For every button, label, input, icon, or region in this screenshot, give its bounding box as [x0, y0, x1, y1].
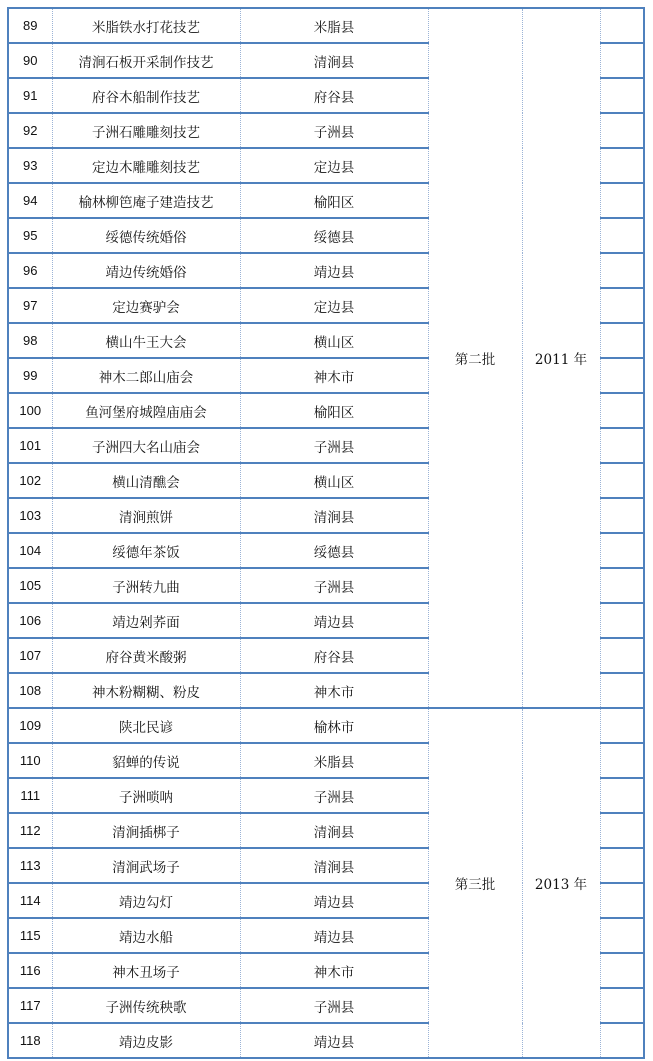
item-name: 靖边剁荞面 [52, 603, 240, 638]
note-cell [600, 673, 644, 708]
item-location: 子洲县 [240, 568, 428, 603]
item-location: 清涧县 [240, 813, 428, 848]
item-location: 子洲县 [240, 428, 428, 463]
note-cell [600, 463, 644, 498]
row-number: 91 [8, 78, 52, 113]
item-name: 府谷黄米酸粥 [52, 638, 240, 673]
item-name: 子洲唢呐 [52, 778, 240, 813]
note-cell [600, 428, 644, 463]
item-name: 米脂铁水打花技艺 [52, 8, 240, 43]
item-location: 米脂县 [240, 743, 428, 778]
item-location: 靖边县 [240, 883, 428, 918]
note-cell [600, 848, 644, 883]
note-cell [600, 323, 644, 358]
note-cell [600, 393, 644, 428]
row-number: 99 [8, 358, 52, 393]
note-cell [600, 218, 644, 253]
item-location: 神木市 [240, 673, 428, 708]
note-cell [600, 183, 644, 218]
item-name: 子洲四大名山庙会 [52, 428, 240, 463]
item-location: 米脂县 [240, 8, 428, 43]
item-name: 靖边传统婚俗 [52, 253, 240, 288]
note-cell [600, 813, 644, 848]
item-name: 清涧插梆子 [52, 813, 240, 848]
note-cell [600, 113, 644, 148]
item-name: 靖边皮影 [52, 1023, 240, 1058]
row-number: 118 [8, 1023, 52, 1058]
item-location: 府谷县 [240, 78, 428, 113]
item-name: 定边赛驴会 [52, 288, 240, 323]
item-location: 靖边县 [240, 603, 428, 638]
item-name: 横山牛王大会 [52, 323, 240, 358]
row-number: 106 [8, 603, 52, 638]
item-location: 定边县 [240, 288, 428, 323]
batch-label: 第三批 [428, 708, 522, 1058]
row-number: 111 [8, 778, 52, 813]
row-number: 109 [8, 708, 52, 743]
item-name: 清涧石板开采制作技艺 [52, 43, 240, 78]
item-location: 定边县 [240, 148, 428, 183]
item-name: 子洲石雕雕刻技艺 [52, 113, 240, 148]
note-cell [600, 568, 644, 603]
row-number: 97 [8, 288, 52, 323]
note-cell [600, 43, 644, 78]
heritage-table [7, 7, 645, 1059]
row-number: 96 [8, 253, 52, 288]
item-name: 陕北民谚 [52, 708, 240, 743]
row-number: 101 [8, 428, 52, 463]
item-name: 清涧煎饼 [52, 498, 240, 533]
item-name: 貂蝉的传说 [52, 743, 240, 778]
row-number: 90 [8, 43, 52, 78]
row-number: 89 [8, 8, 52, 43]
row-number: 103 [8, 498, 52, 533]
note-cell [600, 533, 644, 568]
item-name: 府谷木船制作技艺 [52, 78, 240, 113]
batch-label: 第二批 [428, 8, 522, 708]
note-cell [600, 638, 644, 673]
row-number: 104 [8, 533, 52, 568]
item-location: 清涧县 [240, 498, 428, 533]
row-number: 115 [8, 918, 52, 953]
row-number: 117 [8, 988, 52, 1023]
note-cell [600, 253, 644, 288]
item-location: 神木市 [240, 358, 428, 393]
item-name: 绥德传统婚俗 [52, 218, 240, 253]
item-location: 府谷县 [240, 638, 428, 673]
note-cell [600, 953, 644, 988]
item-name: 神木丑场子 [52, 953, 240, 988]
year-label: 2011 年 [522, 8, 600, 708]
item-location: 榆阳区 [240, 183, 428, 218]
item-location: 绥德县 [240, 218, 428, 253]
note-cell [600, 883, 644, 918]
item-name: 榆林柳笆庵子建造技艺 [52, 183, 240, 218]
note-cell [600, 8, 644, 43]
row-number: 94 [8, 183, 52, 218]
note-cell [600, 603, 644, 638]
year-label: 2013 年 [522, 708, 600, 1058]
item-name: 神木粉糊糊、粉皮 [52, 673, 240, 708]
item-location: 靖边县 [240, 918, 428, 953]
row-number: 108 [8, 673, 52, 708]
item-location: 横山区 [240, 463, 428, 498]
row-number: 93 [8, 148, 52, 183]
item-location: 神木市 [240, 953, 428, 988]
row-number: 114 [8, 883, 52, 918]
item-name: 子洲传统秧歌 [52, 988, 240, 1023]
note-cell [600, 918, 644, 953]
note-cell [600, 778, 644, 813]
row-number: 110 [8, 743, 52, 778]
row-number: 95 [8, 218, 52, 253]
row-number: 92 [8, 113, 52, 148]
heritage-table-body [8, 8, 644, 1058]
item-location: 靖边县 [240, 253, 428, 288]
note-cell [600, 148, 644, 183]
item-name: 鱼河堡府城隍庙庙会 [52, 393, 240, 428]
item-name: 靖边勾灯 [52, 883, 240, 918]
note-cell [600, 1023, 644, 1058]
item-name: 子洲转九曲 [52, 568, 240, 603]
row-number: 98 [8, 323, 52, 358]
item-name: 神木二郎山庙会 [52, 358, 240, 393]
item-name: 横山清醮会 [52, 463, 240, 498]
item-location: 绥德县 [240, 533, 428, 568]
row-number: 100 [8, 393, 52, 428]
table-row [8, 8, 644, 43]
note-cell [600, 708, 644, 743]
item-location: 靖边县 [240, 1023, 428, 1058]
item-name: 绥德年茶饭 [52, 533, 240, 568]
row-number: 102 [8, 463, 52, 498]
item-name: 靖边水船 [52, 918, 240, 953]
row-number: 107 [8, 638, 52, 673]
item-location: 榆阳区 [240, 393, 428, 428]
item-location: 子洲县 [240, 988, 428, 1023]
note-cell [600, 78, 644, 113]
item-location: 子洲县 [240, 778, 428, 813]
row-number: 113 [8, 848, 52, 883]
row-number: 116 [8, 953, 52, 988]
item-location: 清涧县 [240, 43, 428, 78]
item-location: 榆林市 [240, 708, 428, 743]
note-cell [600, 358, 644, 393]
note-cell [600, 988, 644, 1023]
table-row [8, 708, 644, 743]
note-cell [600, 288, 644, 323]
row-number: 112 [8, 813, 52, 848]
item-name: 定边木雕雕刻技艺 [52, 148, 240, 183]
row-number: 105 [8, 568, 52, 603]
item-location: 清涧县 [240, 848, 428, 883]
item-location: 横山区 [240, 323, 428, 358]
note-cell [600, 498, 644, 533]
note-cell [600, 743, 644, 778]
item-name: 清涧武场子 [52, 848, 240, 883]
item-location: 子洲县 [240, 113, 428, 148]
